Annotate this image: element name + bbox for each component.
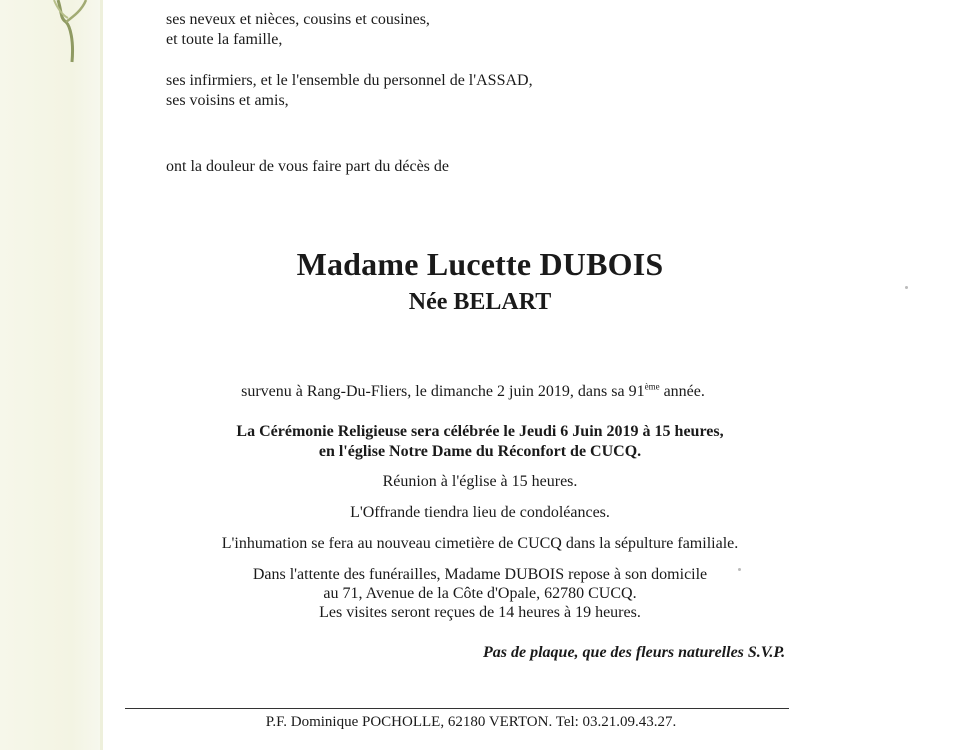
reunion-text: Réunion à l'église à 15 heures.	[382, 473, 578, 490]
deceased-name: Madame Lucette DUBOIS	[296, 246, 664, 282]
visits-text: Les visites seront reçues de 14 heures à 19 heures.	[319, 604, 641, 621]
scan-speck	[905, 286, 908, 289]
family-line-2: et toute la famille,	[166, 31, 283, 48]
death-end-text: année.	[659, 383, 705, 400]
maiden-name: Née BELART	[408, 289, 552, 315]
death-details	[0, 382, 953, 402]
left-margin-band	[0, 0, 102, 750]
flowers-request: Pas de plaque, que des fleurs naturelles S.V.P.	[483, 644, 786, 661]
inhumation-text: L'inhumation se fera au nouveau cimetière de CUCQ dans la sépulture familiale.	[221, 535, 739, 552]
announcement-text: ont la douleur de vous faire part du décès de	[166, 158, 450, 175]
death-ordinal-suffix: ème	[644, 381, 660, 392]
flower-stem-icon	[52, 0, 92, 64]
repose-line-2: au 71, Avenue de la Côte d'Opale, 62780 CUCQ.	[323, 585, 637, 602]
ceremony-line-2: en l'église Notre Dame du Réconfort de CUCQ.	[318, 443, 642, 460]
family-line-3: ses infirmiers, et le l'ensemble du personnel de l'ASSAD,	[166, 72, 533, 89]
death-main-text: survenu à Rang-Du-Fliers, le dimanche 2 juin 2019, dans sa 91	[241, 383, 645, 400]
family-line-4: ses voisins et amis,	[166, 92, 289, 109]
left-band-edge	[100, 0, 103, 750]
repose-line-1: Dans l'attente des funérailles, Madame DUBOIS repose à son domicile	[252, 566, 708, 583]
footer-divider	[125, 708, 789, 709]
offrande-text: L'Offrande tiendra lieu de condoléances.	[350, 504, 610, 521]
scan-speck	[738, 568, 741, 571]
family-line-1: ses neveux et nièces, cousins et cousines,	[166, 11, 430, 28]
funeral-home-footer: P.F. Dominique POCHOLLE, 62180 VERTON. Tel: 03.21.09.43.27.	[265, 714, 677, 730]
ceremony-line-1: La Cérémonie Religieuse sera célébrée le Jeudi 6 Juin 2019 à 15 heures,	[236, 423, 724, 440]
